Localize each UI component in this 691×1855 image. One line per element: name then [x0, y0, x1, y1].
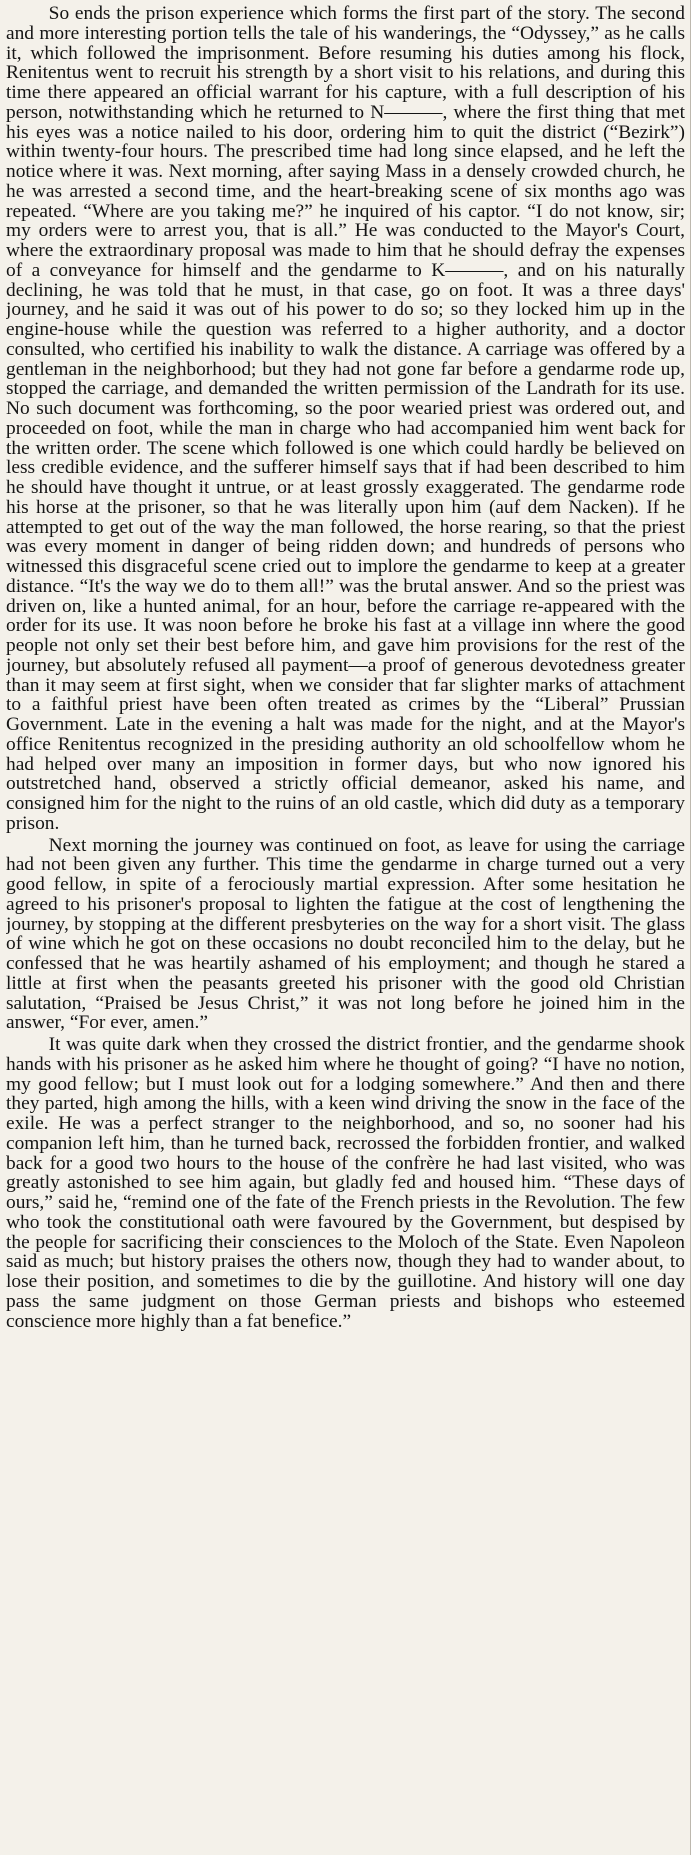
- article-column: [6, 4, 685, 1849]
- article-paragraph-1: So ends the prison experience which forms the first part of the story. The second and more interesting portion tells the tale of his wanderings, the “Odyssey,” as he calls it, which followed the imprisonment. Before resuming his duties among his flock, Renitentus went to recruit his strength by a short visit to his relations, and during this time there appeared an official warrant for his capture, with a full description of his person, notwithstanding which he returned to N———, where the first thing that met his eyes was a notice nailed to his door, ordering him to quit the district (“Bezirk”) within twenty-four hours. The prescribed time had long since elapsed, and he left the notice where it was. Next morning, after saying Mass in a densely crowded church, he he was arrested a second time, and the heart-breaking scene of six months ago was repeated. “Where are you taking me?” he inquired of his captor. “I do not know, sir; my orders were to arrest you, that is all.” He was conducted to the Mayor's Court, where the extraordinary proposal was made to him that he should defray the expenses of a conveyance for himself and the gendarme to K———, and on his naturally declining, he was told that he must, in that case, go on foot. It was a three days' journey, and he said it was out of his power to do so; so they locked him up in the engine-house while the question was referred to a higher authority, and a doctor consulted, who certified his inability to walk the distance. A carriage was offered by a gentleman in the neighborhood; but they had not gone far before a gendarme rode up, stopped the carriage, and demanded the written permission of the Landrath for its use. No such document was forthcoming, so the poor wearied priest was ordered out, and proceeded on foot, while the man in charge who had accompanied him went back for the written order. The scene which followed is one which could hardly be believed on less credible evidence, and the sufferer himself says that if had been described to him he should have thought it untrue, or at least grossly exaggerated. The gendarme rode his horse at the prisoner, so that he was literally upon him (auf dem Nacken). If he attempted to get out of the way the man followed, the horse rearing, so that the priest was every moment in danger of being ridden down; and hundreds of persons who witnessed this disgraceful scene cried out to implore the gendarme to keep at a greater distance. “It's the way we do to them all!” was the brutal answer. And so the priest was driven on, like a hunted animal, for an hour, before the carriage re-appeared with the order for its use. It was noon before he broke his fast at a village inn where the good people not only set their best before him, and gave him provisions for the rest of the journey, but absolutely refused all payment—a proof of generous devotedness greater than it may seem at first sight, when we consider that far slighter marks of attachment to a faithful priest have been often treated as crimes by the “Liberal” Prussian Government. Late in the evening a halt was made for the night, and at the Mayor's office Renitentus recognized in the presiding authority an old schoolfellow whom he had helped over many an imposition in former days, but who now ignored his outstretched hand, observed a strictly official demeanor, asked his name, and consigned him for the night to the ruins of an old castle, which did duty as a temporary prison.: [6, 4, 685, 834]
- article-paragraph-3: It was quite dark when they crossed the district frontier, and the gendarme shook hands with his prisoner as he asked him where he thought of going? “I have no notion, my good fellow; but I must look out for a lodging somewhere.” And then and there they parted, high among the hills, with a keen wind driving the snow in the face of the exile. He was a perfect stranger to the neighborhood, and so, no sooner had his companion left him, than he turned back, recrossed the forbidden frontier, and walked back for a good two hours to the house of the confrère he had last visited, who was greatly astonished to see him again, but gladly fed and housed him. “These days of ours,” said he, “remind one of the fate of the French priests in the Revolution. The few who took the constitutional oath were favoured by the Government, but despised by the people for sacrificing their consciences to the Moloch of the State. Even Napoleon said as much; but history praises the others now, though they had to wander about, to lose their position, and sometimes to die by the guillotine. And history will one day pass the same judgment on those German priests and bishops who esteemed conscience more highly than a fat benefice.”: [6, 1034, 685, 1332]
- article-paragraph-2: Next morning the journey was continued on foot, as leave for using the carriage had not been given any further. This time the gendarme in charge turned out a very good fellow, in spite of a ferociously martial expression. After some hesitation he agreed to his prisoner's proposal to lighten the fatigue at the cost of lengthening the journey, by stopping at the different presbyteries on the way for a short visit. The glass of wine which he got on these occasions no doubt reconciled him to the delay, but he confessed that he was heartily ashamed of his employment; and though he stared a little at first when the peasants greeted his prisoner with the good old Christian salutation, “Praised be Jesus Christ,” it was not long before he joined him in the answer, “For ever, amen.”: [6, 834, 685, 1034]
